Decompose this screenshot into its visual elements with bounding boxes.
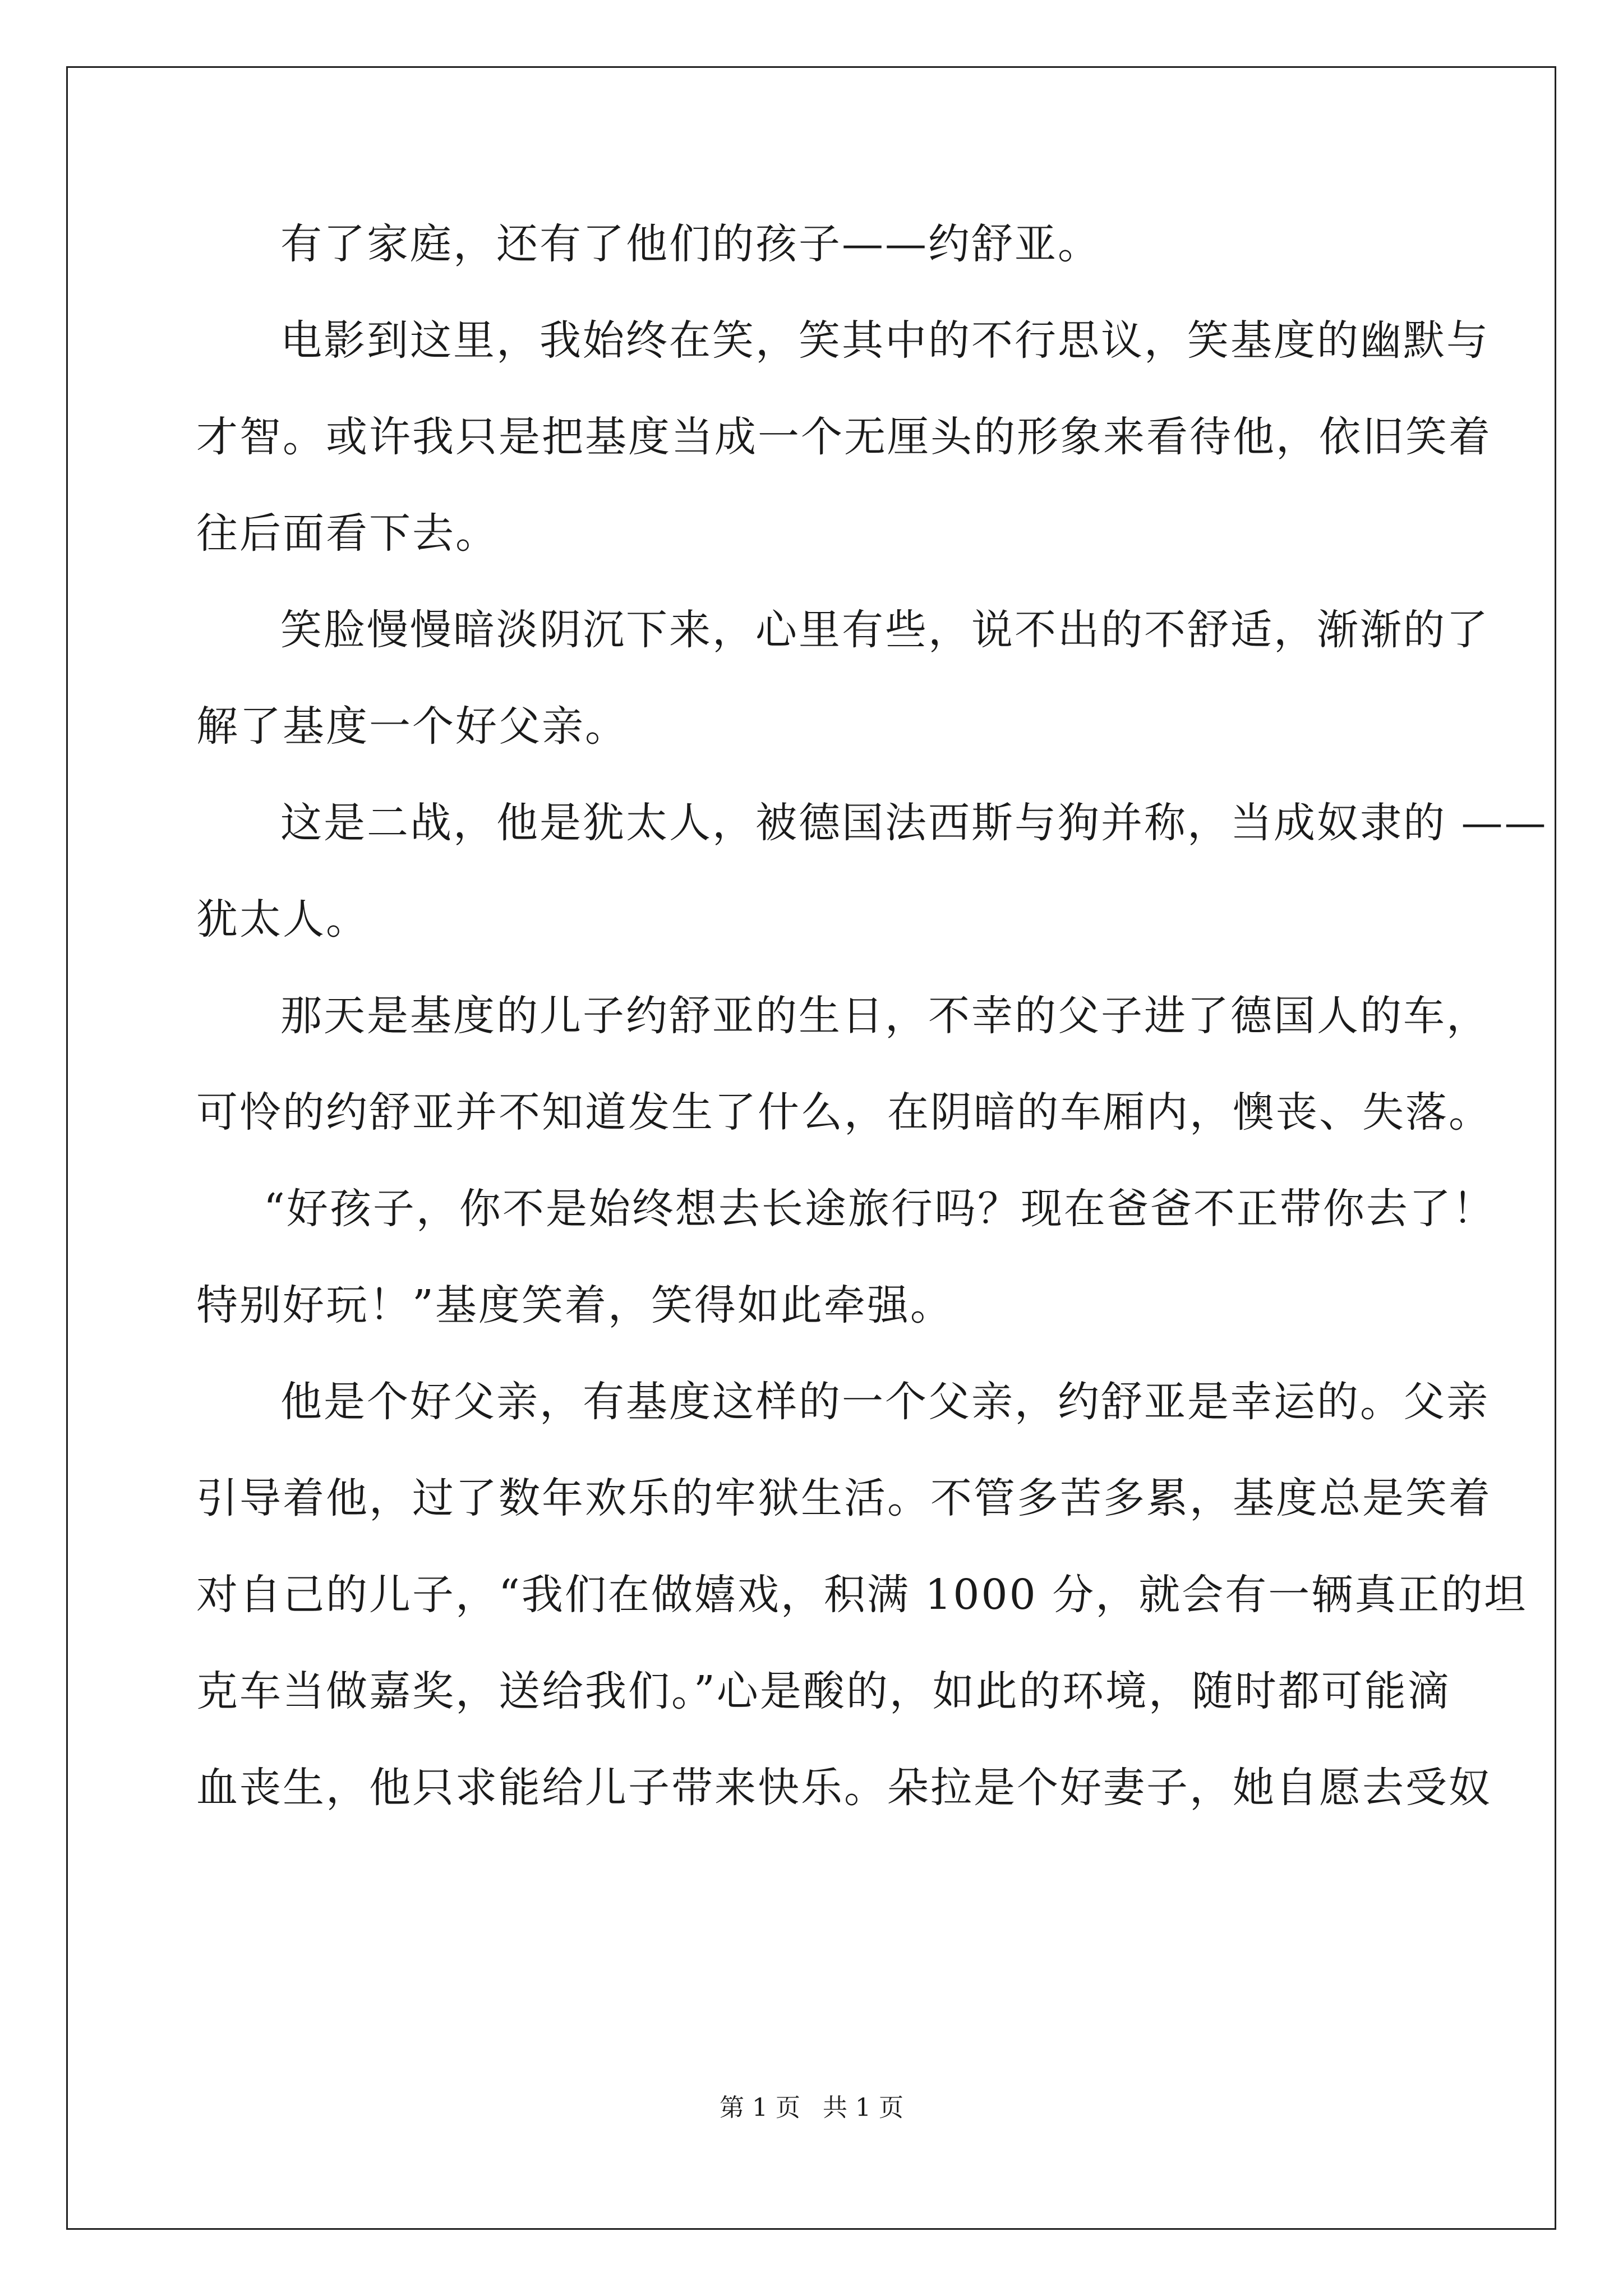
page-number: 第 1 页 [720,2093,800,2122]
text-line: 这是二战，他是犹太人，被德国法西斯与狗并称，当成奴隶的 —— [280,799,1548,847]
text-line: 克车当做嘉奖，送给我们。”心是酸的，如此的环境，随时都可能滴 [196,1667,1451,1715]
text-line: 引导着他，过了数年欢乐的牢狱生活。不管多苦多累，基度总是笑着 [196,1474,1492,1522]
page-border [66,66,1556,2230]
text-line: 犹太人。 [196,895,369,944]
text-line: 可怜的约舒亚并不知道发生了什么，在阴暗的车厢内，懊丧、失落。 [196,1088,1492,1137]
text-line: 对自己的儿子，“我们在做嬉戏，积满 1000 分，就会有一辆真正的坦 [196,1571,1528,1619]
text-line: 解了基度一个好父亲。 [196,702,628,751]
text-line: 电影到这里，我始终在笑，笑其中的不行思议，笑基度的幽默与 [280,316,1490,365]
text-line: 有了家庭，还有了他们的孩子——约舒亚。 [280,220,1101,268]
text-line: 往后面看下去。 [196,509,499,558]
text-line: 那天是基度的儿子约舒亚的生日，不幸的父子进了德国人的车， [280,992,1490,1040]
text-line: 笑脸慢慢暗淡阴沉下来，心里有些，说不出的不舒适，渐渐的了 [280,606,1490,654]
text-line: “好孩子，你不是始终想去长途旅行吗？现在爸爸不正带你去了！ [264,1185,1496,1233]
page-total: 共 1 页 [823,2093,903,2122]
text-line: 才智。或许我只是把基度当成一个无厘头的形象来看待他，依旧笑着 [196,413,1492,461]
text-line: 他是个好父亲，有基度这样的一个父亲，约舒亚是幸运的。父亲 [280,1378,1490,1426]
text-line: 血丧生，他只求能给儿子带来快乐。朵拉是个好妻子，她自愿去受奴 [196,1764,1492,1812]
page-footer [0,2091,1623,2125]
text-line: 特别好玩！”基度笑着，笑得如此牵强。 [196,1281,953,1329]
